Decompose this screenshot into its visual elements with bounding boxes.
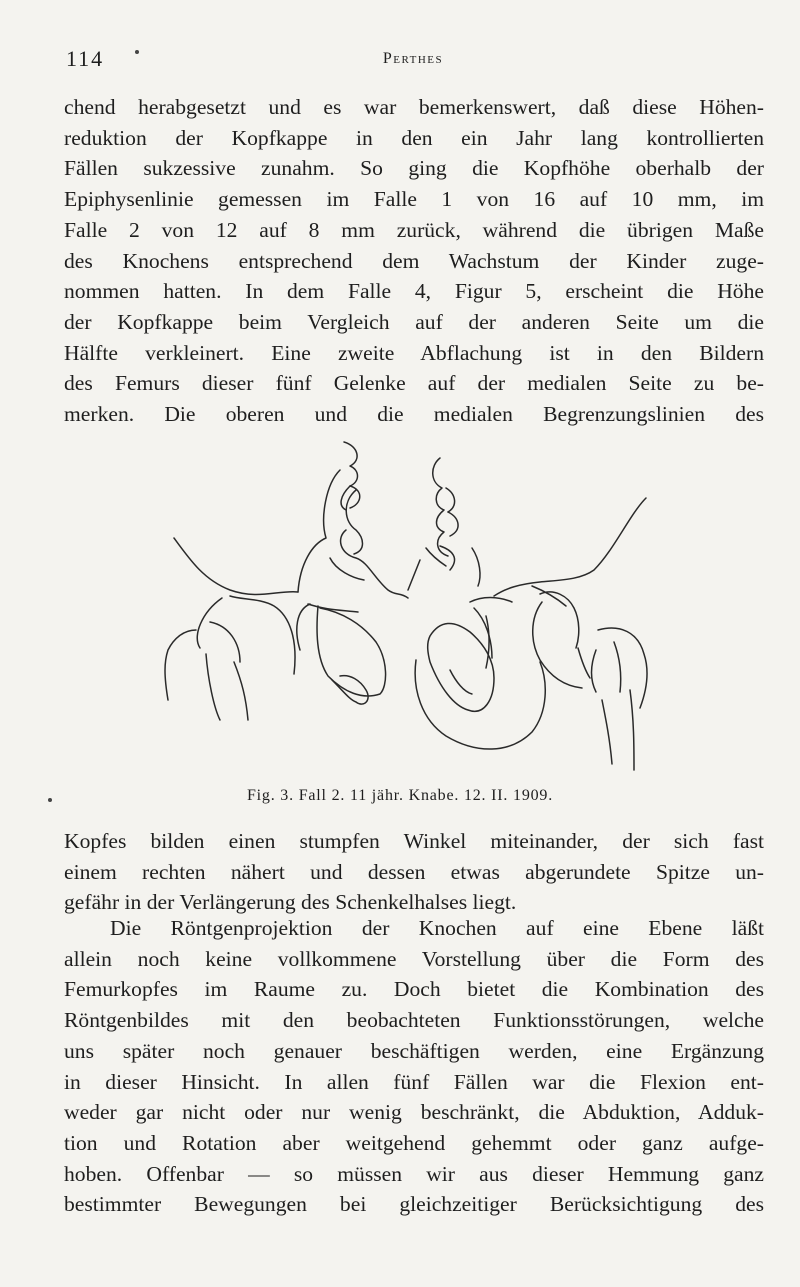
text-line: bestimmter Bewegungen bei gleichzeitiger Berücksichtigung des (64, 1192, 764, 1217)
text-line: des Knochens entsprechend dem Wachstum der Kinder zuge- (64, 248, 764, 273)
sacrum-right-outline (408, 458, 480, 590)
running-title: Perthes (382, 50, 444, 67)
print-speck (48, 798, 52, 802)
text-line: gefähr in der Verlängerung des Schenkelhalses liegt. (64, 890, 517, 915)
text-line: chend herabgesetzt und es war bemerkenswert, daß diese Höhen- (64, 95, 764, 119)
text-line: der Kopfkappe beim Vergleich auf der anderen Seite um die (64, 309, 764, 334)
paragraph-top (64, 92, 764, 430)
left-ilium-outline (174, 538, 386, 704)
right-femur-outline (533, 592, 647, 770)
text-line: einem rechten nähert und dessen etwas abgerundete Spitze un- (64, 859, 764, 884)
text-line: Röntgenbildes mit den beobachteten Funktionsstörungen, welche (64, 1008, 764, 1033)
text-line: Hälfte verkleinert. Eine zweite Abflachung ist in den Bildern (64, 340, 764, 365)
text-line: uns später noch genauer beschäftigen werden, eine Ergänzung (64, 1038, 764, 1063)
left-femur-outline (165, 622, 248, 720)
text-line: Epiphysenlinie gemessen im Falle 1 von 16 auf 10 mm, im (64, 187, 764, 212)
text-line: tion und Rotation aber weitgehend gehemmt oder ganz aufge- (64, 1130, 764, 1155)
text-line: reduktion der Kopfkappe in den ein Jahr lang kontrollierten (64, 125, 764, 150)
text-line: Kopfes bilden einen stumpfen Winkel miteinander, der sich fast (64, 829, 764, 853)
text-line: Femurkopfes im Raume zu. Doch bietet die Kombination des (64, 977, 764, 1002)
text-line: merken. Die oberen und die medialen Begrenzungslinien des (64, 402, 764, 427)
figure-caption: Fig. 3. Fall 2. 11 jähr. Knabe. 12. II. 1909. (246, 787, 554, 804)
text-line: in dieser Hinsicht. In allen fünf Fällen war die Flexion ent- (64, 1069, 764, 1094)
pelvis-xray-drawing (150, 430, 670, 790)
page-number: 114 (66, 46, 105, 71)
text-line: weder gar nicht oder nur wenig beschränkt, die Abduktion, Adduk- (64, 1100, 764, 1125)
text-line: nommen hatten. In dem Falle 4, Figur 5, erscheint die Höhe (64, 279, 764, 304)
text-line: Die Röntgenprojektion der Knochen auf eine Ebene läßt (110, 916, 764, 940)
paragraph-bottom (64, 913, 764, 1220)
text-line: Falle 2 von 12 auf 8 mm zurück, während die übrigen Maße (64, 217, 764, 242)
text-line: Fällen sukzessive zunahm. So ging die Kopfhöhe oberhalb der (64, 156, 764, 181)
paragraph-continuation (64, 826, 764, 918)
print-speck (135, 50, 139, 54)
sacrum-left-outline (298, 442, 408, 598)
running-header (66, 46, 760, 76)
text-line: allein noch keine vollkommene Vorstellung über die Form des (64, 946, 764, 971)
text-line: des Femurs dieser fünf Gelenke auf der medialen Seite zu be- (64, 371, 764, 396)
text-line: hoben. Offenbar — so müssen wir aus dieser Hemmung ganz (64, 1161, 764, 1186)
